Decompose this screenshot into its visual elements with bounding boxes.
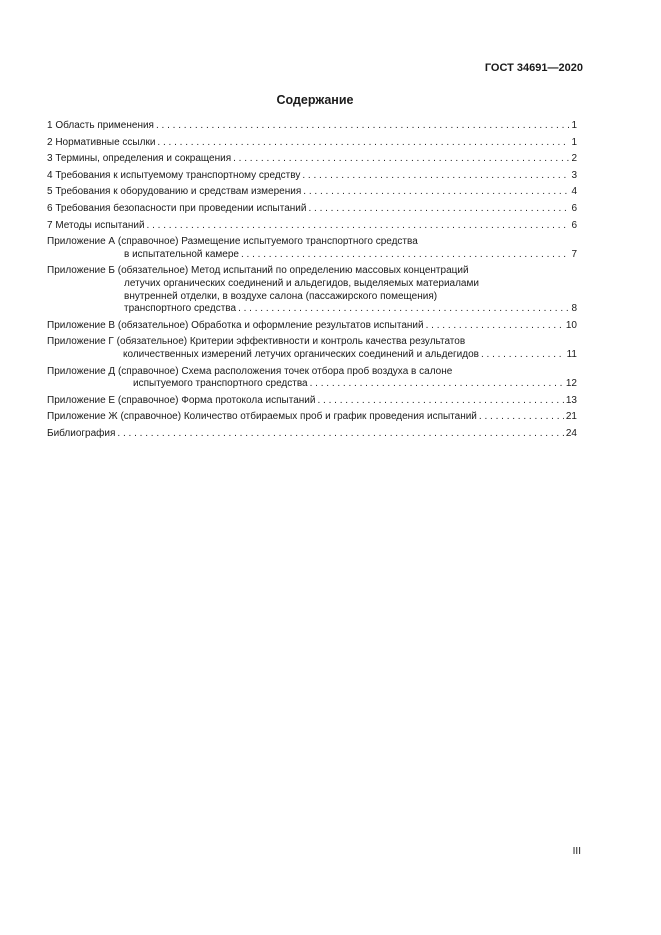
toc-entry-text: 3 Термины, определения и сокращения (47, 153, 232, 165)
toc-page-number: 13 (565, 394, 577, 406)
toc-entry[interactable] (47, 120, 577, 133)
toc-entry[interactable] (47, 203, 577, 216)
toc-leader-dots (156, 120, 569, 133)
toc-title: Содержание (276, 93, 354, 107)
toc-leader-dots (233, 153, 569, 166)
toc-entry[interactable] (47, 170, 577, 183)
toc-page-number: 6 (571, 219, 577, 231)
toc-entry-text: 4 Требования к испытуемому транспортному средству (47, 169, 301, 181)
toc-entry-text: 1 Область применения (47, 120, 154, 131)
toc-entry[interactable] (47, 320, 577, 333)
toc-entry[interactable] (47, 395, 577, 408)
toc-leader-dots (157, 137, 569, 150)
toc-entry-text: летучих органических соединений и альдегидов, выделяемых материалами (124, 277, 479, 289)
toc-page-number: 7 (571, 248, 577, 260)
toc-page-number: 24 (565, 427, 577, 439)
toc-entry[interactable] (47, 186, 577, 199)
toc-entry-text: 7 Методы испытаний (47, 219, 145, 231)
toc-entry[interactable] (47, 411, 577, 424)
toc-leader-dots (426, 320, 564, 333)
toc-entry-text: Библиография (47, 427, 116, 439)
toc-leader-dots (310, 378, 564, 391)
toc-entry-text: 5 Требования к оборудованию и средствам измерения (47, 186, 302, 198)
toc-entry[interactable] (47, 137, 577, 150)
toc-entry-text: испытуемого транспортного средства (133, 378, 308, 390)
toc-page-number: 3 (571, 169, 577, 181)
document-code: ГОСТ 34691—2020 (484, 62, 583, 74)
toc-entry-text: Приложение Ж (справочное) Количество отбираемых проб и график проведения испытаний (47, 411, 477, 423)
toc-entry-text: внутренней отделки, в воздухе салона (пассажирского помещения) (124, 290, 438, 302)
toc-entry[interactable] (47, 153, 577, 166)
toc-page-number: 1 (571, 136, 577, 148)
page-number: III (572, 846, 581, 857)
toc-leader-dots (147, 220, 570, 233)
toc-page-number: 11 (566, 348, 577, 360)
toc-entry[interactable] (47, 220, 577, 233)
toc-page-number: 6 (571, 202, 577, 214)
toc-entry-text: 6 Требования безопасности при проведении испытаний (47, 202, 307, 214)
toc-page-number: 8 (571, 303, 577, 315)
toc-entry[interactable] (47, 236, 577, 261)
toc-entry[interactable] (47, 428, 577, 441)
toc-entry-text: Приложение Б (обязательное) Метод испытаний по определению массовых концентраций (47, 265, 469, 277)
toc-page-number: 4 (571, 186, 577, 198)
toc-entry-text: транспортного средства (124, 303, 237, 315)
toc-leader-dots (241, 249, 569, 262)
toc-entry-text: Приложение Е (справочное) Форма протокола испытаний (47, 394, 316, 406)
toc-page-number: 10 (565, 319, 577, 331)
toc-entry[interactable] (47, 366, 577, 391)
toc-leader-dots (308, 203, 569, 216)
toc-entry-text: количественных измерений летучих органических соединений и альдегидов (123, 348, 479, 360)
toc-page-number: 2 (571, 153, 577, 165)
toc-page-number: 21 (565, 411, 577, 423)
toc-leader-dots (117, 428, 563, 441)
toc-leader-dots (481, 349, 565, 362)
toc-entry-text: Приложение Д (справочное) Схема расположения точек отбора проб воздуха в салоне (47, 365, 453, 377)
toc-leader-dots (302, 170, 569, 183)
toc-leader-dots (238, 303, 569, 316)
toc-entry-text: в испытательной камере (124, 248, 239, 260)
toc-entry[interactable] (47, 265, 577, 315)
table-of-contents (47, 120, 577, 444)
toc-entry-text: 2 Нормативные ссылки (47, 136, 156, 148)
toc-entry[interactable] (47, 336, 577, 361)
toc-leader-dots (317, 395, 563, 408)
toc-leader-dots (303, 186, 569, 199)
toc-leader-dots (479, 411, 564, 424)
toc-entry-text: Приложение Г (обязательное) Критерии эффективности и контроль качества результатов (47, 336, 466, 348)
toc-entry-text: Приложение В (обязательное) Обработка и оформление результатов испытаний (47, 319, 424, 331)
toc-entry-text: Приложение А (справочное) Размещение испытуемого транспортного средства (47, 236, 418, 248)
toc-page-number: 12 (565, 378, 577, 390)
toc-page-number: 1 (571, 120, 577, 131)
